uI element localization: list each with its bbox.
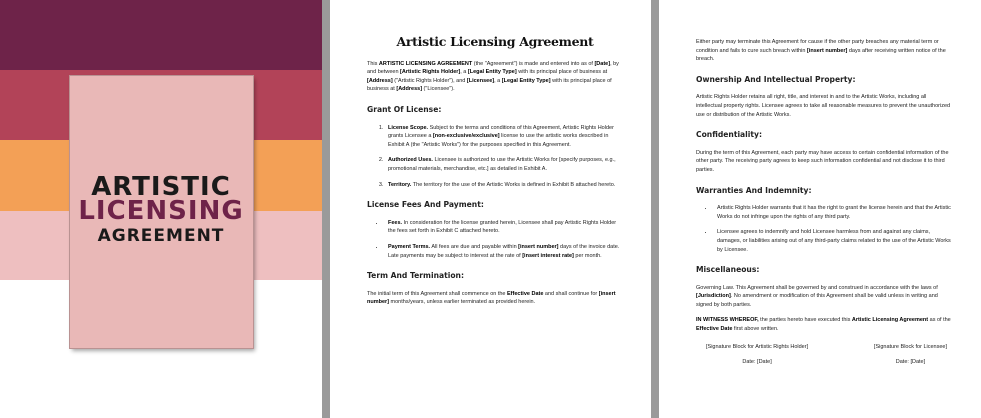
warranties-list [696,204,953,254]
plum-stripe [0,0,322,70]
fees-heading: License Fees And Payment: [367,200,484,210]
signature-block-licensee: [Signature Block for Licensee] Date: [Date] [873,343,947,366]
ownership-heading: Ownership And Intellectual Property: [696,74,856,84]
signature-block-rights-holder: [Signature Block for Artistic Rights Holder] Date: [Date] [706,343,809,366]
list-item: • Fees. In consideration for the license granted herein, Licensee shall pay Artistic Rights Holder the fees set forth in Exhibit C attached hereto. [385,219,623,236]
governing-law-paragraph: Governing Law. This Agreement shall be governed by and construed in accordance with the laws of [Jurisdiction]. No amendment or modification of this Agreement shall be valid unless in writing and signed by both parties. [696,284,938,308]
termination-cause-paragraph: Either party may terminate this Agreement for cause if the other party breaches any material term or condition and fails to cure such breach within [insert number] days after receiving written notice of the breach. [696,39,946,63]
fees-list [367,219,623,260]
signature-blocks [696,343,953,367]
list-item: 2. Authorized Uses. Licensee is authorized to use the Artistic Works for [specify purposes, e.g., promotional materials, merchandise, etc.] as detailed in Exhibit A. [385,156,623,173]
term-paragraph: The initial term of this Agreement shall commence on the Effective Date and shall continue for [insert number] months/years, unless earlier terminated as provided herein. [367,290,616,306]
grant-list [367,124,623,190]
miscellaneous-heading: Miscellaneous: [696,265,760,275]
document-title: Artistic Licensing Agreement [396,34,594,49]
grant-heading: Grant Of License: [367,104,442,114]
confidentiality-paragraph: During the term of this Agreement, each party may have access to certain confidential information of the other party. The receiving party agrees to keep such information confidential and not disclose it to third parties. [696,149,949,173]
warranties-heading: Warranties And Indemnity: [696,185,812,195]
cover-title-line1: ARTISTIC [91,172,231,202]
term-heading: Term And Termination: [367,271,464,281]
cover-title-line2: LICENSING [78,196,244,226]
list-item: • Artistic Rights Holder warrants that it has the right to grant the license herein and that the Artistic Works do not infringe upon the rights of any third party. [714,204,953,221]
document-page-2 [659,0,981,418]
document-page-1 [330,0,651,418]
ownership-paragraph: Artistic Rights Holder retains all right, title, and interest in and to the Artistic Works, including all intellectual property rights. Licensee agrees to take all reasonable measures to prevent the unauthorized use or distribution of the Artistic Works. [696,94,951,118]
list-item: • Licensee agrees to indemnify and hold Licensee harmless from and against any claims, damages, or liabilities arising out of any third-party claims related to the use of the Artistic Works by Licensee. [714,228,953,254]
list-item: 1. License Scope. Subject to the terms and conditions of this Agreement, Artistic Rights Holder grants Licensee a [non-exclusive/exclusive] license to use the artistic works described in Exhibit A (the "Artistic Works") for the purposes specified in this Agreement. [385,124,623,150]
list-item: 3. Territory. The territory for the use of the Artistic Works is defined in Exhibit B attached hereto. [385,181,623,190]
witness-paragraph: IN WITNESS WHEREOF, the parties hereto have executed this Artistic Licensing Agreement as of the Effective Date first above written. [696,317,951,333]
cover-title-line3: AGREEMENT [97,226,225,246]
confidentiality-heading: Confidentiality: [696,130,762,140]
cover-page [0,0,322,418]
list-item: • Payment Terms. All fees are due and payable within [insert number] days of the invoice date. Late payments may be subject to interest at the rate of [insert interest rate] per month. [385,243,623,260]
intro-paragraph: This ARTISTIC LICENSING AGREEMENT (the "Agreement") is made and entered into as of [Date], by and between [Artistic Rights Holder], a [Legal Entity Type] with its principal place of business at [Address] ("Artistic Rights Holder"), and [Licensee], a [Legal Entity Type] with its principal place of business at [Address] ("Licensee"). [367,60,619,93]
